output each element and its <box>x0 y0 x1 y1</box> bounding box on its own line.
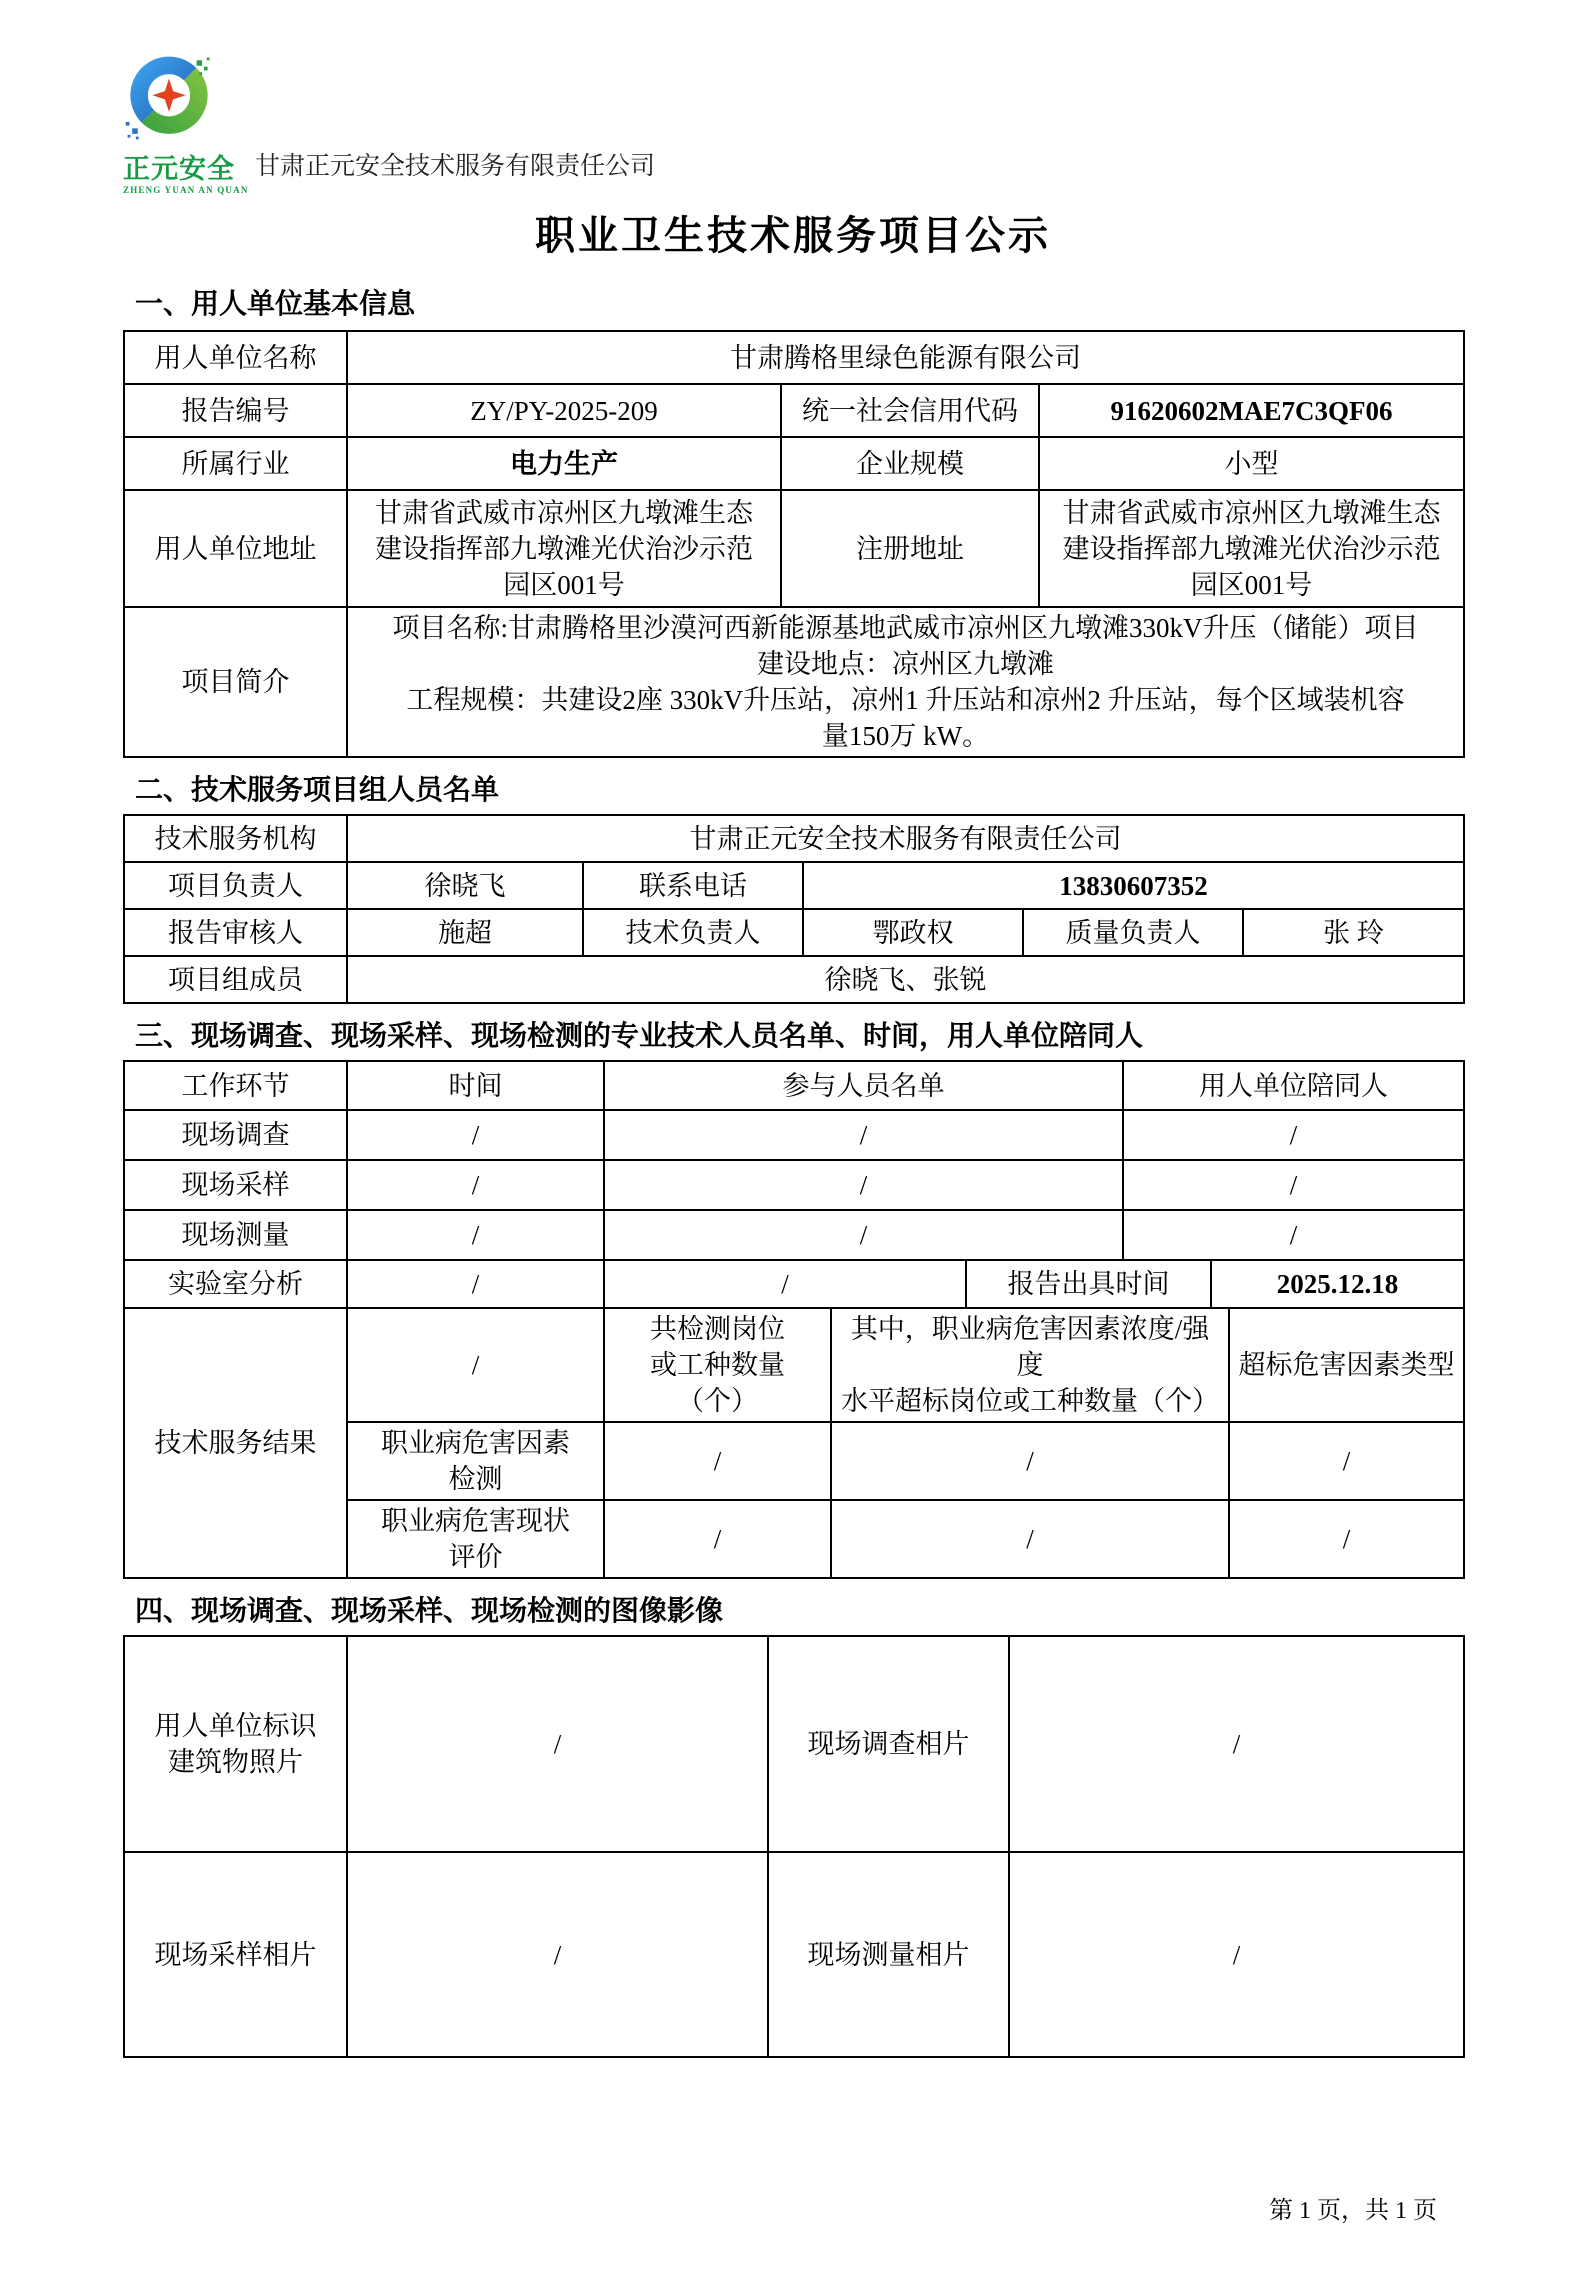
report-reviewer-value: 施超 <box>347 909 583 956</box>
slash-value: / <box>831 1500 1229 1578</box>
address-line: 园区001号 <box>1190 569 1313 600</box>
section1-heading: 一、用人单位基本信息 <box>135 289 416 320</box>
industry-label: 所属行业 <box>124 437 347 490</box>
industry-value: 电力生产 <box>347 437 781 490</box>
exceeding-posts-header <box>831 1308 1229 1422</box>
page-title: 职业卫生技术服务项目公示 <box>535 213 1051 258</box>
slash-value: / <box>604 1210 1123 1260</box>
employer-name-value: 甘肃腾格里绿色能源有限公司 <box>347 331 1464 384</box>
work-step-header: 工作环节 <box>124 1061 347 1110</box>
label-line: 用人单位标识 <box>154 1711 317 1741</box>
project-leader-label: 项目负责人 <box>124 862 347 909</box>
site-measurement-photo-label: 现场测量相片 <box>768 1852 1009 2057</box>
participants-header: 参与人员名单 <box>604 1061 1123 1110</box>
header-line: 共检测岗位 <box>650 1314 785 1344</box>
fieldwork-table-header-group <box>123 1060 1465 1261</box>
summary-line: 量150万 kW。 <box>821 721 990 751</box>
employer-address-label: 用人单位地址 <box>124 490 347 607</box>
quality-leader-value: 张 玲 <box>1243 909 1464 956</box>
project-team-table <box>123 814 1465 1004</box>
registered-address-label: 注册地址 <box>781 490 1039 607</box>
service-org-label: 技术服务机构 <box>124 815 347 862</box>
service-org-value: 甘肃正元安全技术服务有限责任公司 <box>347 815 1464 862</box>
slash-value: / <box>347 1110 604 1160</box>
escort-header: 用人单位陪同人 <box>1123 1061 1464 1110</box>
slash-value: / <box>1229 1500 1464 1578</box>
slash-value: / <box>1123 1110 1464 1160</box>
tech-leader-value: 鄂政权 <box>803 909 1023 956</box>
company-logo <box>123 47 251 196</box>
photos-table <box>123 1635 1465 2058</box>
section2-heading: 二、技术服务项目组人员名单 <box>135 775 500 806</box>
employer-sign-photo-label <box>124 1636 347 1852</box>
site-survey-photo-label: 现场调查相片 <box>768 1636 1009 1852</box>
slash-value: / <box>1123 1210 1464 1260</box>
report-number-value: ZY/PY-2025-209 <box>347 384 781 437</box>
slash-value: / <box>604 1260 966 1308</box>
label-line: 职业病危害因素 <box>381 1428 570 1458</box>
enterprise-scale-label: 企业规模 <box>781 437 1039 490</box>
logo-name-en: ZHENG YUAN AN QUAN <box>123 185 249 195</box>
team-members-label: 项目组成员 <box>124 956 347 1003</box>
summary-line: 项目名称:甘肃腾格里沙漠河西新能源基地武威市凉州区九墩滩330kV升压（储能）项目 <box>392 613 1419 643</box>
address-line: 建设指挥部九墩滩光伏治沙示范 <box>1062 533 1441 564</box>
slash-value: / <box>347 1210 604 1260</box>
project-summary-value <box>347 607 1464 757</box>
letterhead <box>123 46 1463 196</box>
registered-address-value <box>1039 490 1464 607</box>
contact-phone-label: 联系电话 <box>583 862 803 909</box>
site-sampling-label: 现场采样 <box>124 1160 347 1210</box>
logo-swirl-icon <box>123 47 215 149</box>
project-summary-label: 项目简介 <box>124 607 347 757</box>
exceeding-factor-type-header: 超标危害因素类型 <box>1229 1308 1464 1422</box>
section3-heading: 三、现场调查、现场采样、现场检测的专业技术人员名单、时间，用人单位陪同人 <box>135 1021 1144 1052</box>
slash-value: / <box>347 1260 604 1308</box>
slash-value: / <box>604 1110 1123 1160</box>
address-line: 园区001号 <box>503 569 625 600</box>
label-line: 检测 <box>448 1464 503 1494</box>
service-result-label: 技术服务结果 <box>124 1308 347 1578</box>
tech-leader-label: 技术负责人 <box>583 909 803 956</box>
employer-name-label: 用人单位名称 <box>124 331 347 384</box>
report-reviewer-label: 报告审核人 <box>124 909 347 956</box>
slash-value: / <box>347 1636 768 1852</box>
time-header: 时间 <box>347 1061 604 1110</box>
team-members-value: 徐晓飞、张锐 <box>347 956 1464 1003</box>
quality-leader-label: 质量负责人 <box>1023 909 1243 956</box>
lab-analysis-label: 实验室分析 <box>124 1260 347 1308</box>
address-line: 甘肃省武威市凉州区九墩滩生态 <box>375 497 753 528</box>
detected-posts-header <box>604 1308 831 1422</box>
slash-value: / <box>347 1308 604 1422</box>
slash-value: / <box>604 1160 1123 1210</box>
enterprise-scale-value: 小型 <box>1039 437 1464 490</box>
basic-info-table <box>123 330 1465 758</box>
slash-value: / <box>1229 1422 1464 1500</box>
header-line: （个） <box>677 1386 758 1416</box>
contact-phone-value: 13830607352 <box>803 862 1464 909</box>
slash-value: / <box>831 1422 1229 1500</box>
page-number: 第 1 页，共 1 页 <box>1269 2198 1437 2224</box>
header-line: 水平超标岗位或工种数量（个） <box>841 1386 1219 1416</box>
slash-value: / <box>604 1422 831 1500</box>
report-issue-date-label: 报告出具时间 <box>966 1260 1211 1308</box>
hazard-status-evaluation-label <box>347 1500 604 1578</box>
letterhead-company-name: 甘肃正元安全技术服务有限责任公司 <box>255 153 656 180</box>
site-measurement-label: 现场测量 <box>124 1210 347 1260</box>
slash-value: / <box>1009 1636 1464 1852</box>
header-line: 其中，职业病危害因素浓度/强度 <box>850 1314 1210 1380</box>
fieldwork-table-lab-group <box>123 1259 1465 1309</box>
slash-value: / <box>347 1160 604 1210</box>
header-line: 或工种数量 <box>650 1350 785 1380</box>
slash-value: / <box>1123 1160 1464 1210</box>
employer-address-value <box>347 490 781 607</box>
logo-name: 正元安全 <box>123 154 235 184</box>
summary-line: 建设地点：凉州区九墩滩 <box>757 649 1055 679</box>
credit-code-value: 91620602MAE7C3QF06 <box>1039 384 1464 437</box>
hazard-detection-label <box>347 1422 604 1500</box>
report-issue-date-value: 2025.12.18 <box>1211 1260 1464 1308</box>
credit-code-label: 统一社会信用代码 <box>781 384 1039 437</box>
label-line: 评价 <box>448 1542 503 1572</box>
label-line: 职业病危害现状 <box>381 1506 570 1536</box>
report-number-label: 报告编号 <box>124 384 347 437</box>
section4-heading: 四、现场调查、现场采样、现场检测的图像影像 <box>135 1596 724 1627</box>
project-leader-value: 徐晓飞 <box>347 862 583 909</box>
slash-value: / <box>1009 1852 1464 2057</box>
address-line: 甘肃省武威市凉州区九墩滩生态 <box>1062 497 1441 528</box>
summary-line: 工程规模：共建设2座 330kV升压站，凉州1 升压站和凉州2 升压站，每个区域装机容 <box>406 685 1405 715</box>
slash-value: / <box>347 1852 768 2057</box>
label-line: 建筑物照片 <box>168 1747 303 1777</box>
site-survey-label: 现场调查 <box>124 1110 347 1160</box>
address-line: 建设指挥部九墩滩光伏治沙示范 <box>375 533 753 564</box>
fieldwork-table-result-group <box>123 1307 1465 1579</box>
slash-value: / <box>604 1500 831 1578</box>
site-sampling-photo-label: 现场采样相片 <box>124 1852 347 2057</box>
